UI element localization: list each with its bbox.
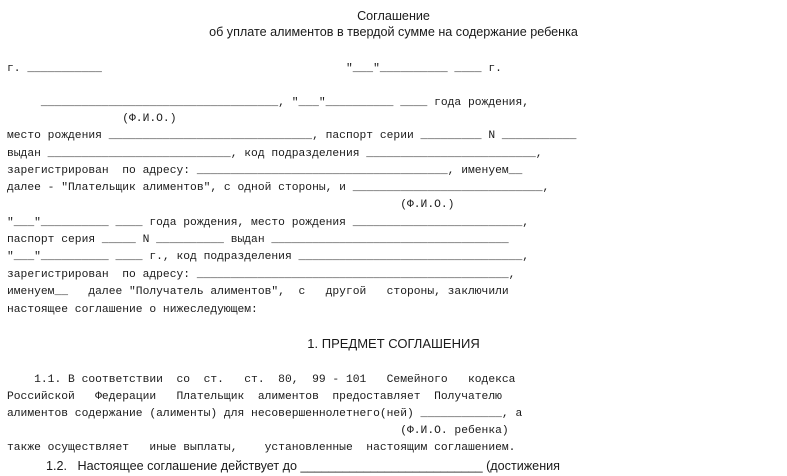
recipient-address-line: зарегистрирован по адресу: ______________________________________________, [7,269,516,281]
clause-1-1-line-1: 1.1. В соответствии со ст. ст. 80, 99 - 101 Семейного кодекса [7,374,516,386]
agreement-intro-line: настоящее соглашение о нижеследующем: [7,304,258,316]
place-date-line: г. ___________ "___"__________ ____ г. [7,63,502,75]
fio-caption-recipient: (Ф.И.О.) [7,199,455,211]
clause-1-2-line: 1.2. Настоящее соглашение действует до __________________________ (достижения [46,459,561,473]
document-title: Соглашение [357,9,430,23]
recipient-issue-date-line: "___"__________ ____ г., код подразделения _________________________________, [7,251,530,263]
section-heading: 1. ПРЕДМЕТ СОГЛАШЕНИЯ [307,336,480,351]
payer-role-line: далее - "Плательщик алиментов", с одной стороны, и ____________________________, [7,182,550,194]
document-subtitle: об уплате алиментов в твердой сумме на содержание ребенка [209,25,578,39]
child-fio-caption: (Ф.И.О. ребенка) [7,425,509,437]
recipient-birth-line: "___"__________ ____ года рождения, место рождения _________________________, [7,217,530,229]
fio-caption: (Ф.И.О.) [7,113,177,125]
payer-birthplace-line: место рождения ______________________________, паспорт серии _________ N ___________ [7,130,577,142]
recipient-passport-line: паспорт серия _____ N __________ выдан ___________________________________ [7,234,509,246]
recipient-role-line: именуем__ далее "Получатель алиментов", с другой стороны, заключили [7,286,509,298]
clause-1-1-line-4: также осуществляет иные выплаты, установленные настоящим соглашением. [7,442,516,454]
clause-1-1-line-3: алиментов содержание (алименты) для несовершеннолетнего(ней) ____________, а [7,408,523,420]
payer-name-line: ___________________________________, "___"__________ ____ года рождения, [7,97,530,109]
payer-address-line: зарегистрирован по адресу: _____________________________________, именуем__ [7,165,523,177]
payer-issued-line: выдан ___________________________, код подразделения _________________________, [7,148,543,160]
clause-1-1-line-2: Российской Федерации Плательщик алиментов предоставляет Получателю [7,391,502,403]
